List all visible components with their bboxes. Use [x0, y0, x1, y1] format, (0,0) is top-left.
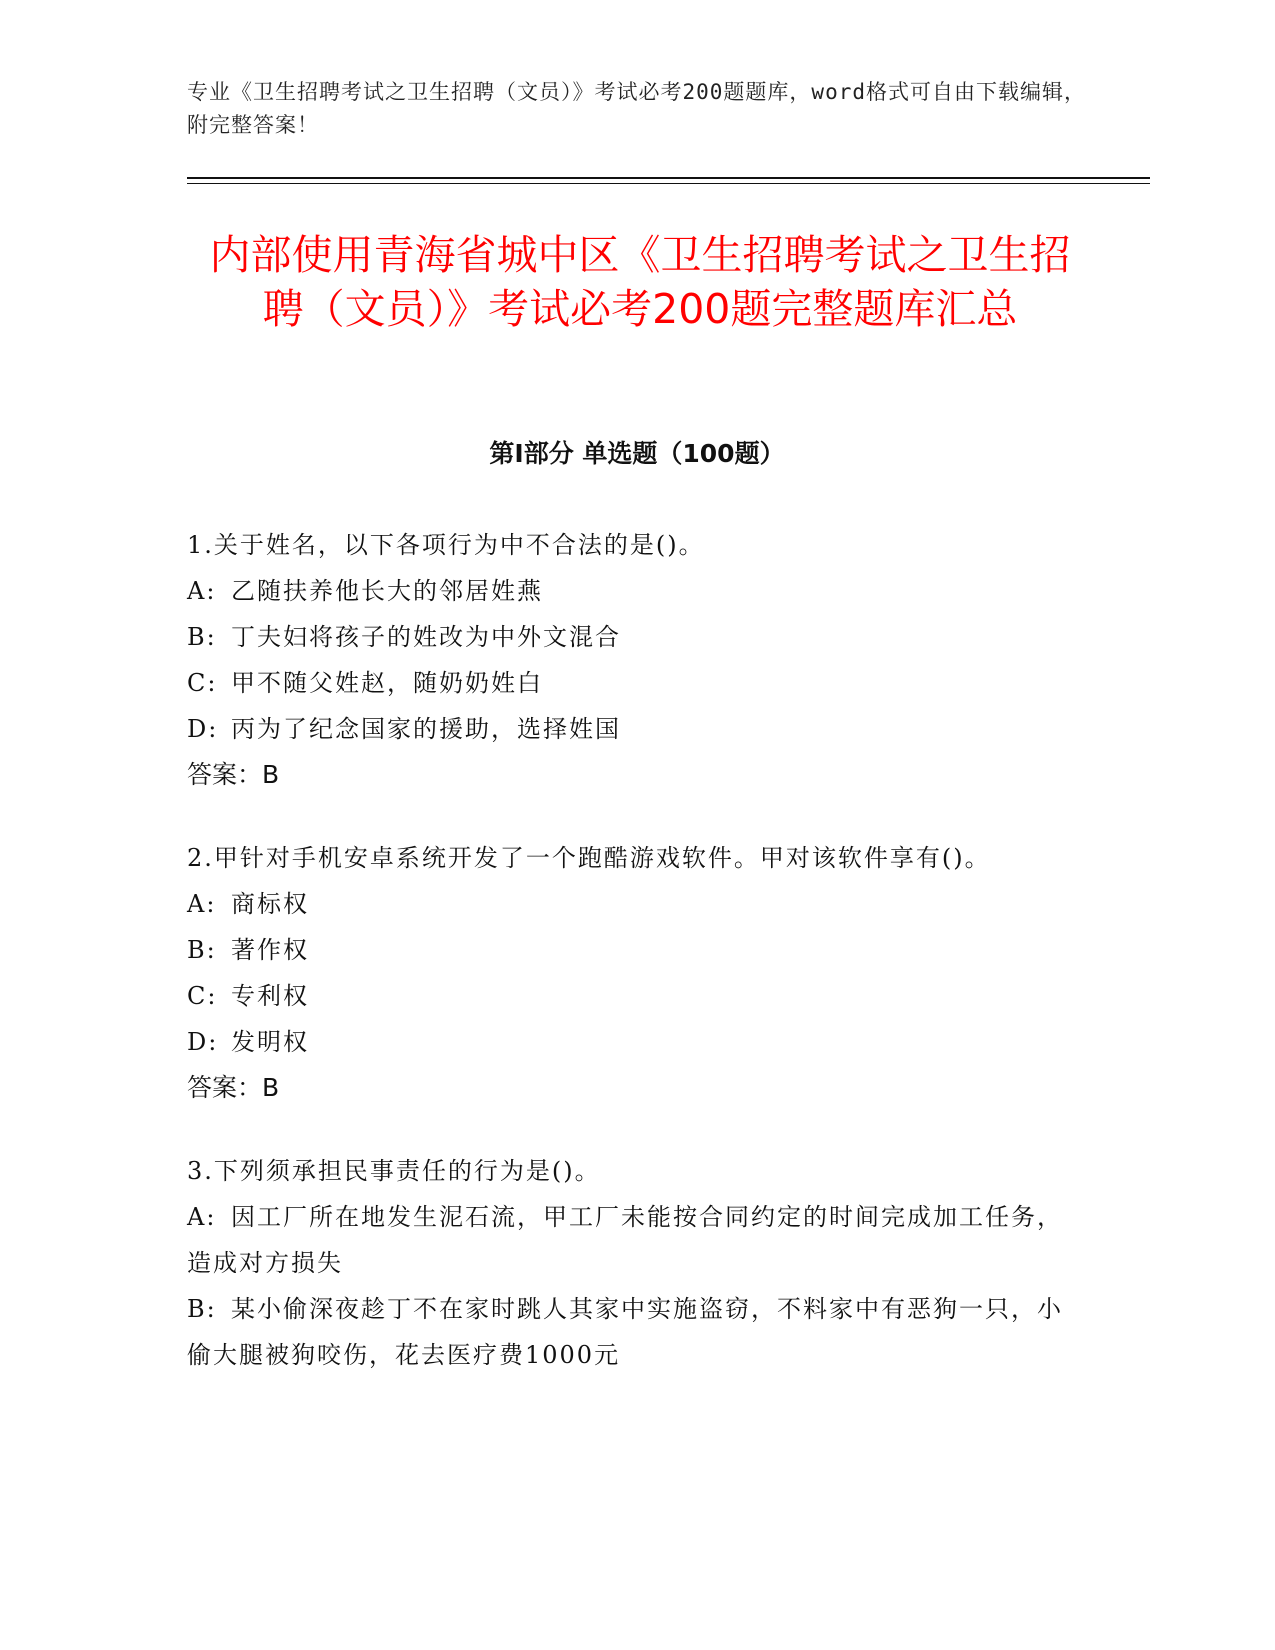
document-title: 内部使用青海省城中区《卫生招聘考试之卫生招聘（文员）》考试必考200题完整题库汇总 [209, 231, 1071, 333]
option-text: 丁夫妇将孩子的姓改为中外文混合 [231, 623, 621, 651]
question-stem: 1.关于姓名，以下各项行为中不合法的是()。 [187, 531, 705, 559]
option-label: B: [187, 1295, 217, 1323]
option-label: B: [187, 936, 217, 964]
option-a [187, 568, 1087, 614]
question-stem: 2.甲针对手机安卓系统开发了一个跑酷游戏软件。甲对该软件享有()。 [187, 844, 991, 872]
header-note: 专业《卫生招聘考试之卫生招聘（文员）》考试必考200题题库，word格式可自由下载编辑，附完整答案！ [187, 80, 1086, 137]
answer-line: 答案：B [187, 1073, 280, 1102]
option-d [187, 1019, 1087, 1065]
section-heading: 第I部分 单选题（100题） [489, 439, 785, 468]
question-2 [187, 835, 1087, 1111]
option-label: A: [187, 890, 217, 918]
answer-line: 答案：B [187, 760, 280, 789]
option-text: 乙随扶养他长大的邻居姓燕 [231, 577, 543, 605]
option-text: 专利权 [231, 982, 309, 1010]
header-rule-thin [187, 183, 1150, 184]
option-label: D: [187, 1028, 219, 1056]
option-c [187, 973, 1087, 1019]
option-c [187, 660, 1087, 706]
header-rule-thick [187, 177, 1150, 179]
option-a [187, 1194, 1087, 1286]
option-b [187, 927, 1087, 973]
option-label: A: [187, 577, 217, 605]
question-stem: 3.下列须承担民事责任的行为是()。 [187, 1157, 601, 1185]
option-b [187, 614, 1087, 660]
option-d [187, 706, 1087, 752]
option-text: 某小偷深夜趁丁不在家时跳人其家中实施盗窃，不料家中有恶狗一只，小偷大腿被狗咬伤，花去医疗费1000元 [187, 1295, 1063, 1369]
option-a [187, 881, 1087, 927]
option-label: D: [187, 715, 219, 743]
question-3 [187, 1148, 1087, 1378]
option-text: 丙为了纪念国家的援助，选择姓国 [231, 715, 621, 743]
option-label: C: [187, 982, 218, 1010]
option-text: 发明权 [231, 1028, 309, 1056]
option-b [187, 1286, 1087, 1378]
option-text: 因工厂所在地发生泥石流，甲工厂未能按合同约定的时间完成加工任务，造成对方损失 [187, 1203, 1063, 1277]
option-text: 商标权 [231, 890, 309, 918]
option-text: 甲不随父姓赵，随奶奶姓白 [231, 669, 543, 697]
option-label: A: [187, 1203, 217, 1231]
option-label: B: [187, 623, 217, 651]
option-text: 著作权 [231, 936, 309, 964]
question-1 [187, 522, 1087, 798]
option-label: C: [187, 669, 218, 697]
question-list [187, 522, 1087, 1415]
